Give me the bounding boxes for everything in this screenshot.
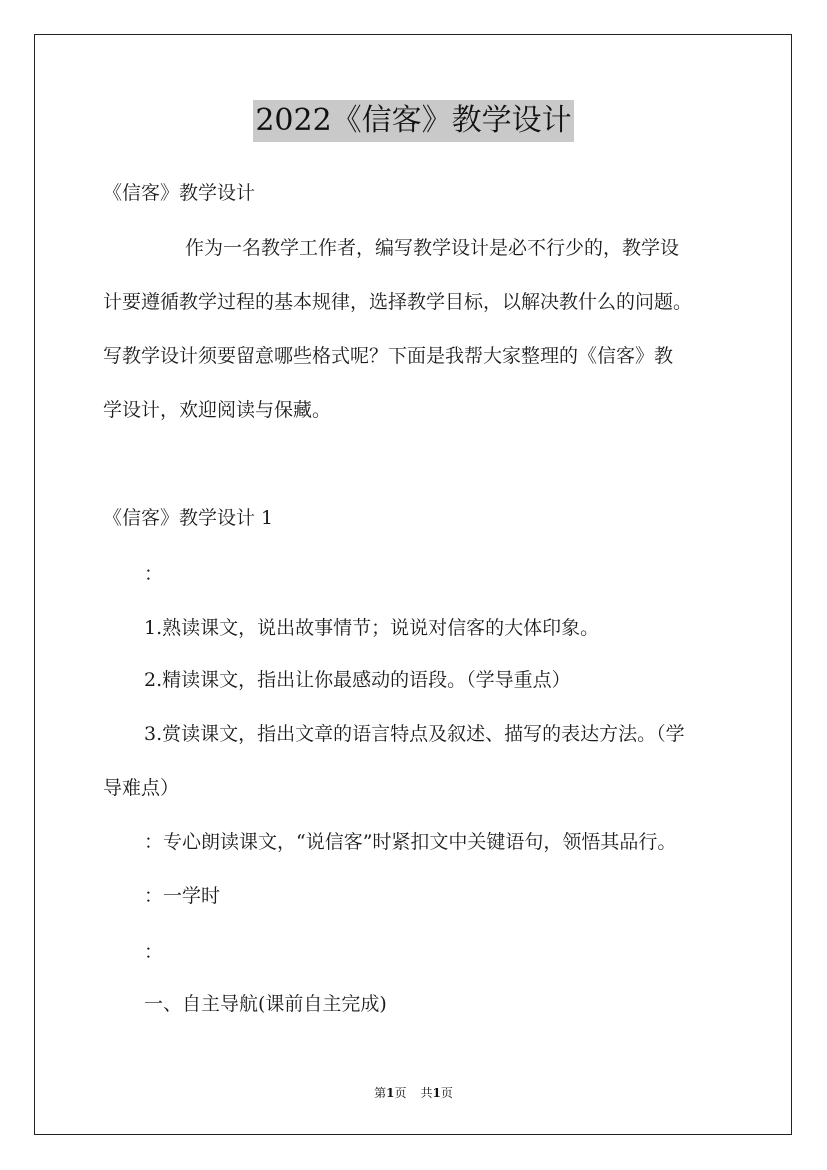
goal-item-2: 2.精读课文，指出让你最感动的语段。（学导重点） xyxy=(144,669,571,691)
document-title: 2022《信客》教学设计 xyxy=(253,100,573,142)
intro-line-2: 计要遵循教学过程的基本规律，选择教学目标，以解决教什么的问题。 xyxy=(103,291,693,313)
goals-label: ： xyxy=(144,563,164,585)
subtitle-line: 《信客》教学设计 xyxy=(103,182,256,204)
step-one-line: 一、自主导航(课前自主完成) xyxy=(144,993,387,1015)
footer-total-prefix: 共 xyxy=(420,1086,433,1100)
footer-page-number: 1 xyxy=(386,1086,395,1100)
section-heading: 《信客》教学设计 1 xyxy=(103,507,274,529)
title-container xyxy=(0,100,827,142)
method-line: ：专心朗读课文，“说信客”时紧扣文中关键语句，领悟其品行。 xyxy=(144,831,677,853)
footer-page-suffix: 页 xyxy=(394,1086,407,1100)
intro-line-1: 作为一名教学工作者，编写教学设计是必不行少的，教学设 xyxy=(185,237,680,259)
intro-line-4: 学设计，欢迎阅读与保藏。 xyxy=(103,399,332,421)
footer-total-number: 1 xyxy=(432,1086,441,1100)
goal-item-1: 1.熟读课文，说出故事情节；说说对信客的大体印象。 xyxy=(144,617,600,639)
footer-page-prefix: 第 xyxy=(374,1086,387,1100)
intro-line-3: 写教学设计须要留意哪些格式呢？下面是我帮大家整理的《信客》教 xyxy=(103,345,674,367)
goal-item-3: 3.赏读课文，指出文章的语言特点及叙述、描写的表达方法。（学 xyxy=(144,723,685,745)
footer-total-suffix: 页 xyxy=(440,1086,453,1100)
goal-item-3-cont: 导难点） xyxy=(103,777,180,799)
process-label: ： xyxy=(144,941,164,963)
page-footer xyxy=(0,1084,827,1101)
time-line: ：一学时 xyxy=(144,885,221,907)
